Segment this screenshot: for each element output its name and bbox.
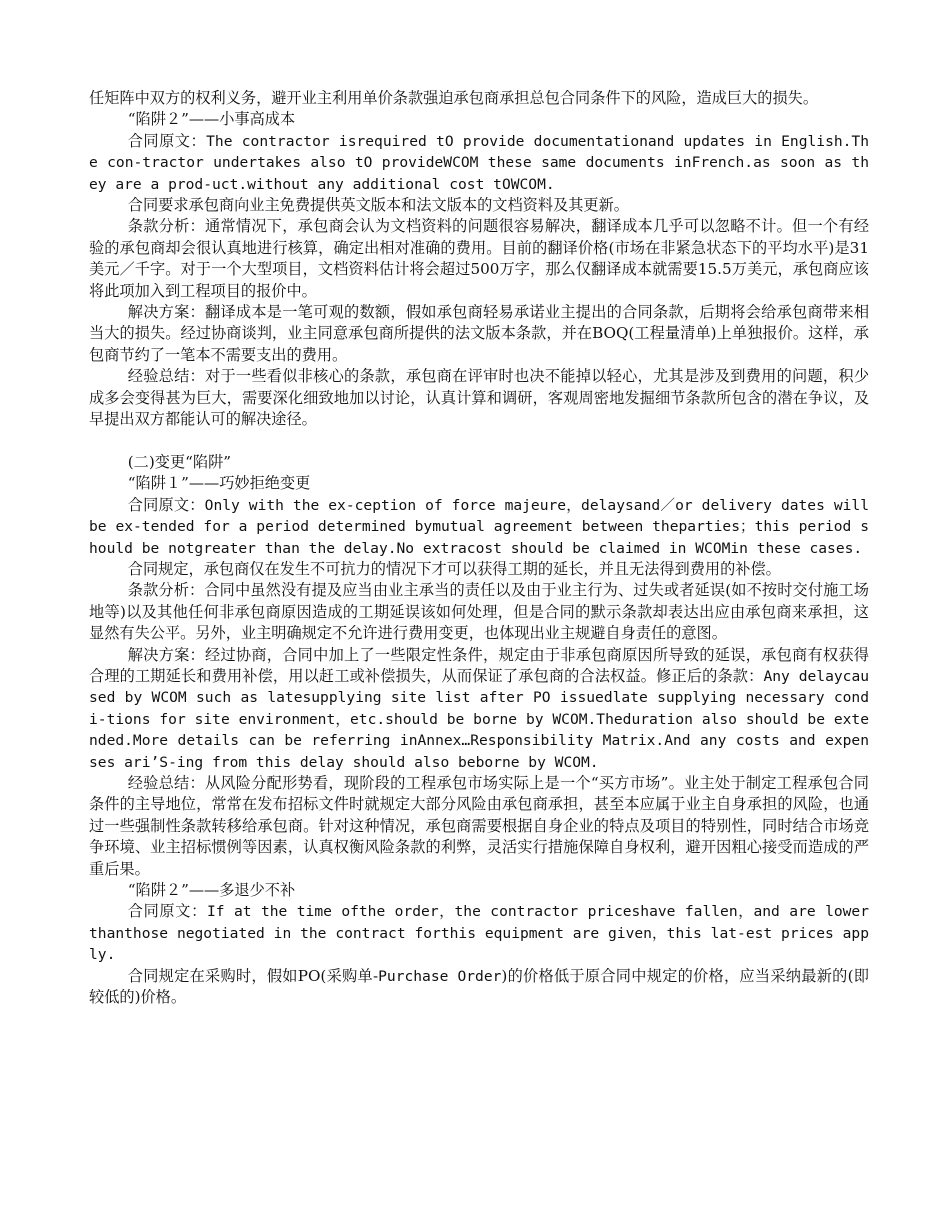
text-part: 合同规定在采购时，假如PO(采购单- bbox=[127, 966, 379, 985]
document-body bbox=[89, 88, 869, 1008]
subheading-trap-1-refuse-change: “陷阱１”——巧妙拒绝变更 bbox=[127, 474, 311, 493]
english-term: Purchase Order bbox=[378, 967, 502, 985]
paragraph-contract-rule: 合同规定，承包商仅在发生不可抗力的情况下才可以获得工期的延长，并且无法得到费用的补偿。 bbox=[127, 559, 781, 578]
subheading-trap-2-refund: “陷阱２”——多退少不补 bbox=[127, 881, 296, 900]
paragraph-lesson-1: 经验总结：对于一些看似非核心的条款，承包商在评审时也决不能掉以轻心，尤其是涉及到费用的问题，积少成多会变得甚为巨大，需要深化细致地加以讨论，认真计算和调研，客观周密地发掘细节条款所包含的潜在争议，及早提出双方都能认可的解决途径。 bbox=[89, 367, 869, 429]
paragraph-contract-original-3 bbox=[89, 901, 869, 965]
section-heading-change-trap: (二)变更“陷阱” bbox=[127, 452, 232, 471]
paragraph-contract-original-2 bbox=[89, 495, 869, 559]
paragraph-solution-1: 解决方案：翻译成本是一笔可观的数额，假如承包商轻易承诺业主提出的合同条款，后期将会给承包商带来相当大的损失。经过协商谈判，业主同意承包商所提供的法文版本条款，并在BOQ(工程量清单)上单独报价。这样，承包商节约了一笔本不需要支出的费用。 bbox=[89, 303, 869, 364]
paragraph-continued: 任矩阵中双方的权利义务，避开业主利用单价条款强迫承包商承担总包合同条件下的风险，造成巨大的损失。 bbox=[89, 89, 818, 107]
paragraph-clause-analysis-1: 条款分析：通常情况下，承包商会认为文档资料的问题很容易解决，翻译成本几乎可以忽略不计。但一个有经验的承包商却会很认真地进行核算，确定出相对准确的费用。目前的翻译价格(市场在非紧急状态下的平均水平)是31美元／千字。对于一个大型项目，文档资料估计将会超过500万字，那么仅翻译成本就需要15.5万美元，承包商应该将此项加入到工程项目的报价中。 bbox=[89, 217, 869, 300]
paragraph-clause-analysis-2: 条款分析：合同中虽然没有提及应当由业主承当的责任以及由于业主行为、过失或者延误(如不按时交付施工场地等)以及其他任何非承包商原因造成的工期延误该如何处理，但是合同的默示条款却表达出应由承包商来承担，这显然有失公平。另外，业主明确规定不允许进行费用变更，也体现出业主规避自身责任的意图。 bbox=[89, 581, 869, 643]
label: 合同原文： bbox=[127, 495, 205, 514]
solution-text: 解决方案：经过协商，合同中加上了一些限定性条件，规定由于非承包商原因所导致的延误，承包商有权获得合理的工期延长和费用补偿，用以赶工或补偿损失，从而保证了承包商的合法权益。修正后的条款： bbox=[89, 645, 869, 685]
spacer bbox=[89, 431, 869, 452]
paragraph-lesson-2: 经验总结：从风险分配形势看，现阶段的工程承包市场实际上是一个“买方市场”。业主处于制定工程承包合同条件的主导地位，常常在发布招标文件时就规定大部分风险由承包商承担，甚至本应属于业主自身承担的风险，也通过一些强制性条款转移给承包商。针对这种情况，承包商需要根据自身企业的特点及项目的特别性，同时结合市场竞争环境、业主招标惯例等因素，认真权衡风险条款的利弊，灵活实行措施保障自身权利，避开因粗心接受而造成的严重后果。 bbox=[89, 773, 869, 878]
label: 合同原文： bbox=[127, 902, 207, 921]
subheading-trap-2-small-cost: “陷阱２”——小事高成本 bbox=[127, 110, 296, 129]
paragraph-contract-original-1 bbox=[89, 131, 869, 195]
english-clause: Only with the ex-ception of force majeure，delaysand／or delivery dates will be ex-tended for a period determined bymutual agreement between theparties；this period should be notgreater than the delay.No extracost should be claimed in WCOMin these cases. bbox=[89, 496, 870, 557]
english-clause: The contractor isrequired tO provide documentationand updates in English.The con-tractor undertakes also tO provideWCOM these same documents inFrench.as soon as they are a prod-uct.without any additional cost tOWCOM. bbox=[89, 132, 870, 193]
paragraph-requirement: 合同要求承包商向业主免费提供英文版本和法文版本的文档资料及其更新。 bbox=[127, 196, 629, 215]
english-clause: If at the time ofthe order，the contractor priceshave fallen，and are lower thanthose negotiated in the contract forthis equipment are given，this lat-est prices apply. bbox=[89, 903, 870, 964]
paragraph-solution-2 bbox=[89, 645, 869, 773]
english-clause: Any delaycaused by WCOM such as latesupplying site list after PO issuedlate supplying necessary condi-tions for site environment，etc.should be borne by WCOM.Theduration also should be extended.More details can be referring inAnnex…Responsibility Matrix.And any costs and expenses ari’S-ing from this delay should also beborne by WCOM. bbox=[89, 667, 870, 771]
paragraph-purchase-rule bbox=[89, 966, 869, 1009]
text-part: )的价格低于原合同中规定的价格，应当采纳最新的(即较低的)价格。 bbox=[89, 966, 869, 1007]
label: 合同原文： bbox=[127, 131, 207, 150]
